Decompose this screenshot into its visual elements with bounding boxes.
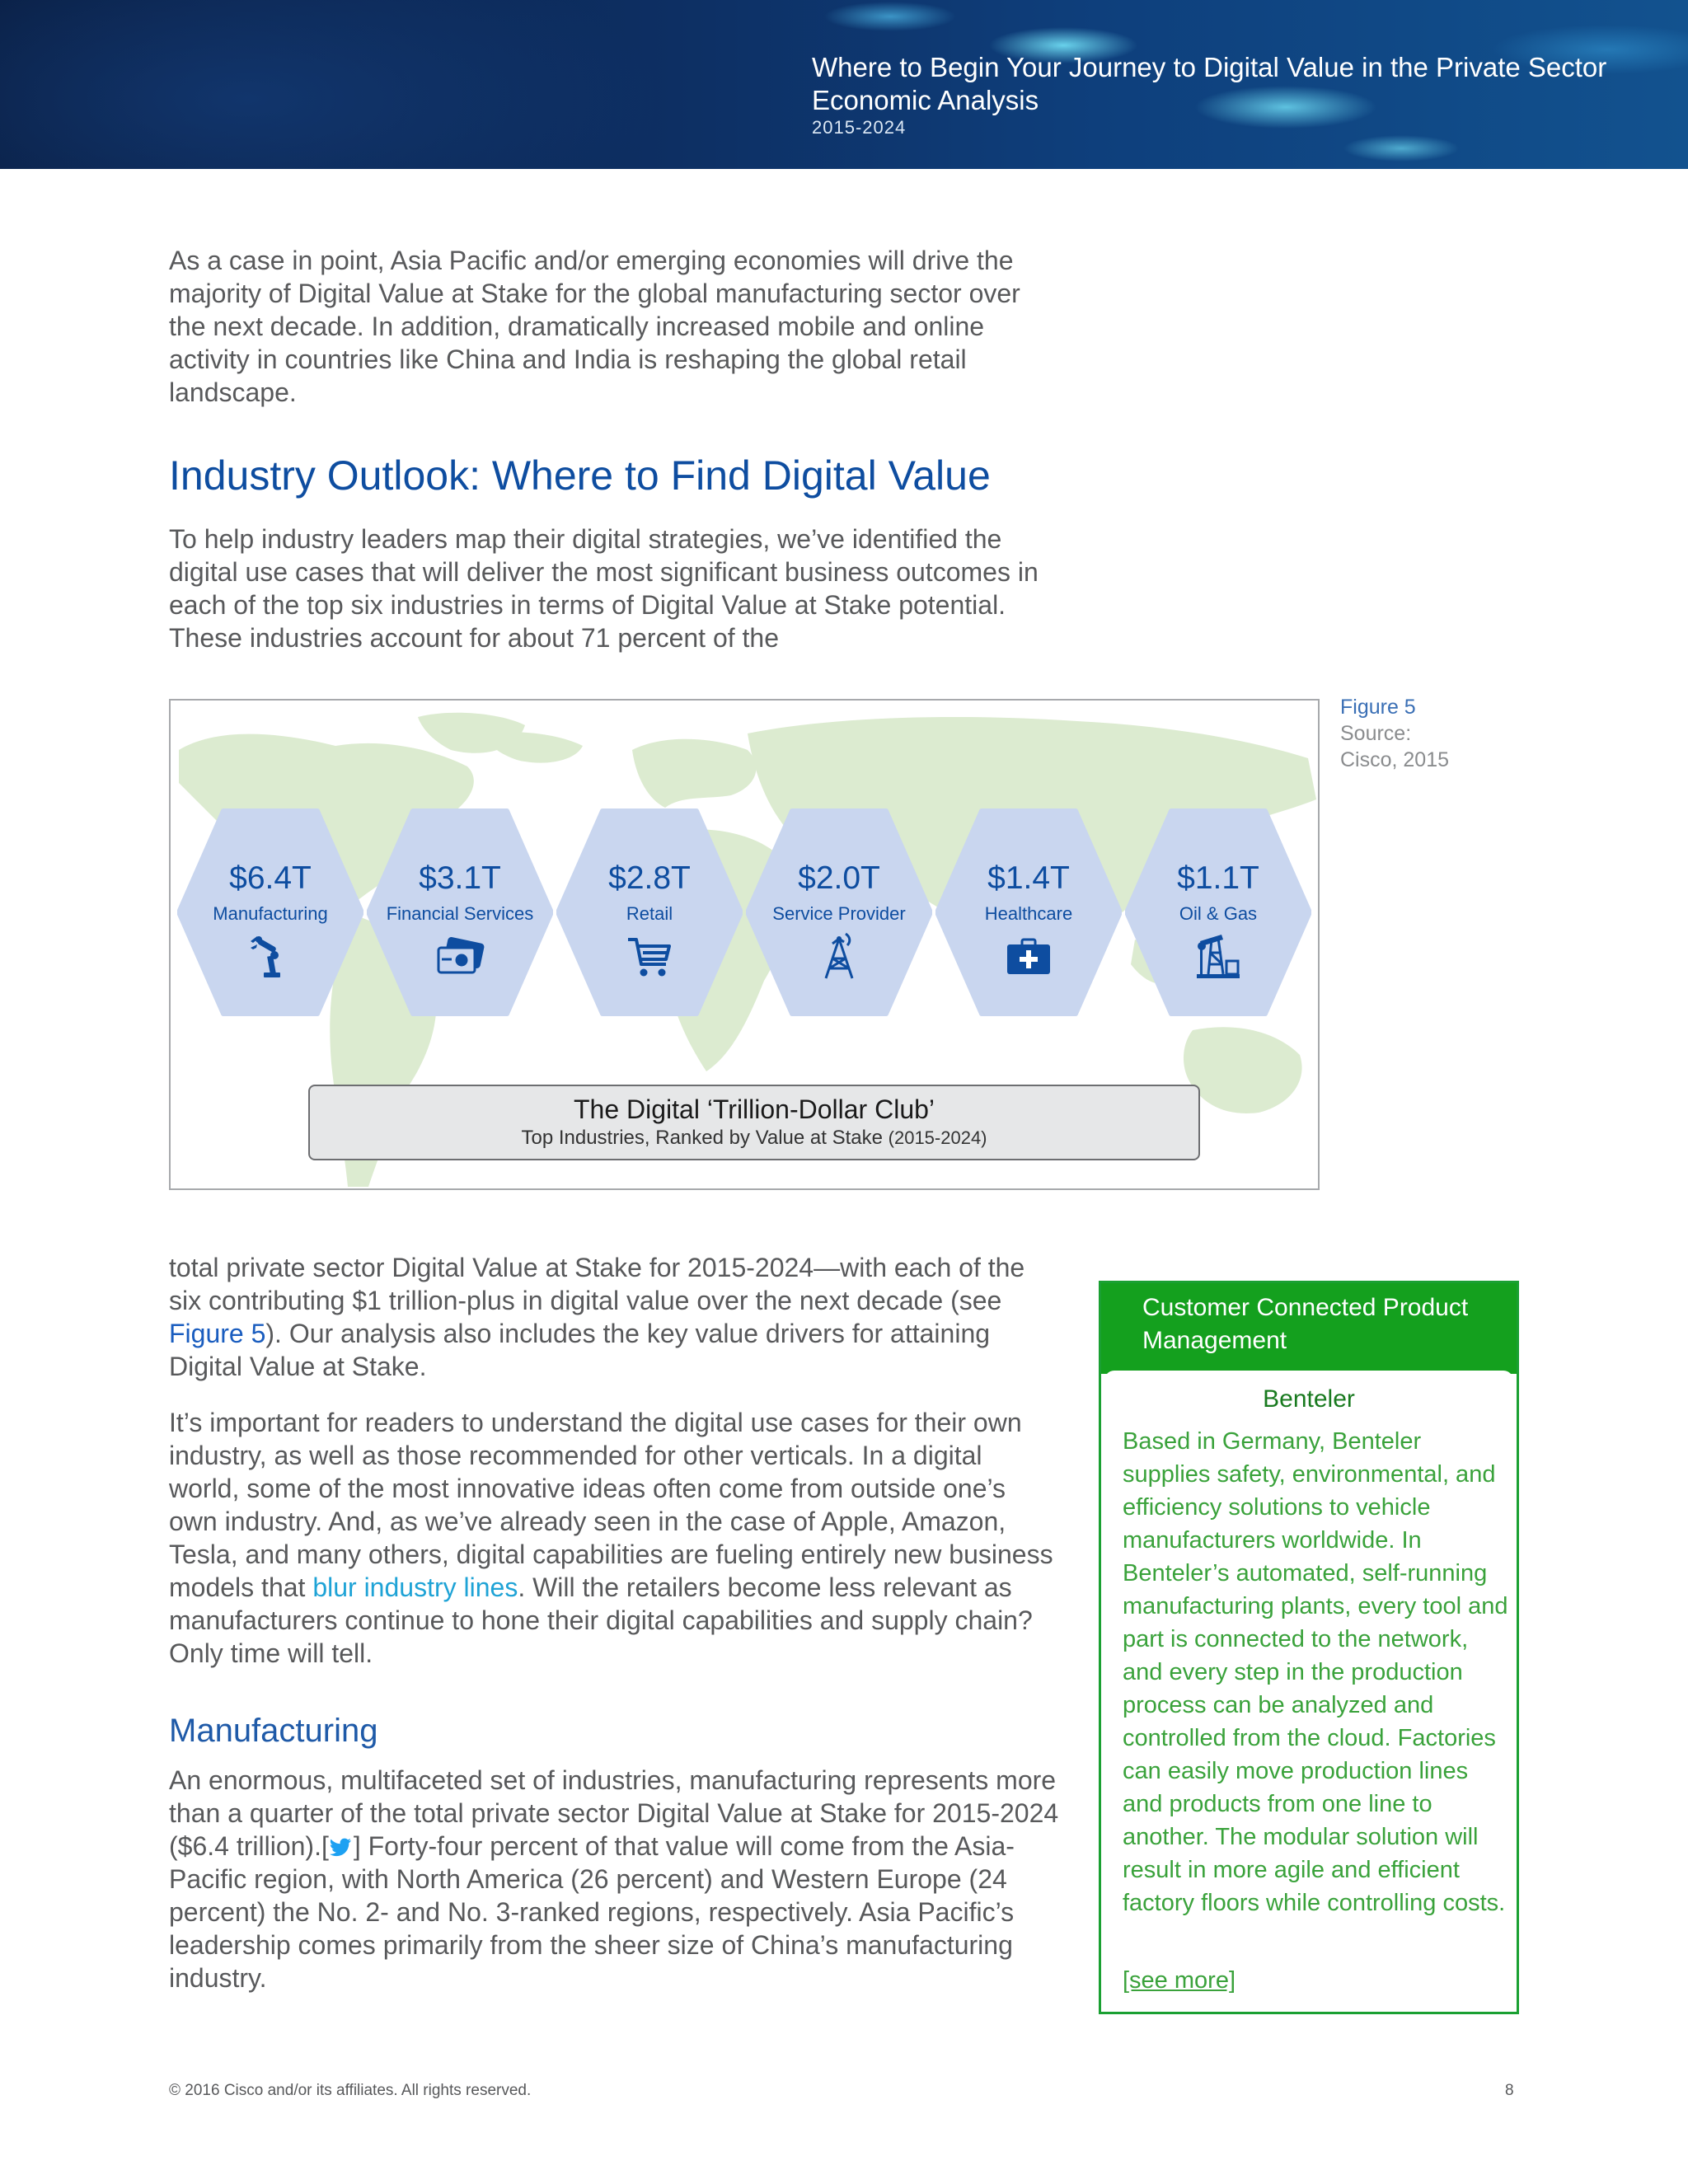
industry-label: Financial Services xyxy=(386,903,534,924)
document-years: 2015-2024 xyxy=(812,117,907,138)
figure-source: Cisco, 2015 xyxy=(1340,748,1450,771)
industry-value: $6.4T xyxy=(229,860,312,896)
document-title: Where to Begin Your Journey to Digital Value in the Private Sector xyxy=(812,52,1607,82)
shopping-cart-icon xyxy=(625,931,674,981)
readers-text-1: It’s important for readers to understand the digital use cases for their own industry, as well as those recommended for other verticals. In a digital world, some of the most innovative ideas often come from outside one’s own industry. And, as we’ve already seen in the case of Apple, Amazon, Tesla, and many others, digital capabilities are fueling entirely new business models that xyxy=(169,1408,1053,1602)
outlook-paragraph: To help industry leaders map their digital strategies, we’ve identified the digital use cases that will deliver the most significant business outcomes in each of the top six industries in terms of Digital Value at Stake potential. These industries account for about 71 percent of the xyxy=(169,524,1039,653)
cell-tower-icon xyxy=(814,928,864,982)
sidebar-card xyxy=(1104,1371,1513,2012)
case-study-sidebar xyxy=(1099,1281,1519,2014)
document-subtitle: Economic Analysis xyxy=(812,85,1039,115)
sidebar-company-name: Benteler xyxy=(1263,1385,1355,1413)
figure-source-label: Source: xyxy=(1340,722,1412,745)
medical-kit-icon xyxy=(1004,931,1053,981)
figure-subtitle-years: (2015-2024) xyxy=(888,1127,987,1148)
section-heading: Industry Outlook: Where to Find Digital Value xyxy=(169,452,991,499)
sidebar-header xyxy=(1101,1283,1517,1374)
sidebar-body-text: Based in Germany, Benteler supplies safety, environmental, and efficiency solutions to vehicle manufacturers worldwide. In Benteler’s automated, self-running manufacturing plants, every tool and part is connected to the network, and every step in the production process can be analyzed and controlled from the cloud. Factories can easily move production lines and products from one line to another. The modular solution will result in more agile and efficient factory floors while controlling costs. xyxy=(1123,1428,1508,1916)
readers-paragraph xyxy=(169,1406,1059,1670)
industry-hex-retail xyxy=(556,808,743,1017)
readers-text-2: . Will the retailers become less relevant as manufacturers continue to hone their digital capabilities and supply chain? Only time will tell. xyxy=(169,1572,1033,1668)
industry-hex-service-provider xyxy=(746,808,932,1017)
industry-value: $2.8T xyxy=(608,860,691,896)
industry-label: Healthcare xyxy=(984,903,1073,924)
figure-caption xyxy=(1340,694,1449,773)
figure-subtitle-text: Top Industries, Ranked by Value at Stake xyxy=(521,1127,883,1149)
sidebar-header-title: Customer Connected Product Management xyxy=(1142,1294,1469,1354)
figure-trillion-dollar-club xyxy=(169,699,1320,1190)
manufacturing-text-2: ] Forty-four percent of that value will come from the Asia-Pacific region, with North America (26 percent) and Western Europe (24 percent) the No. 2- and No. 3-ranked regions, respectively. Asia Pacific’s leadership comes primarily from the sheer size of China’s manufacturing industry. xyxy=(169,1831,1015,1993)
figure-number: Figure 5 xyxy=(1340,696,1416,719)
industry-hex-oil-gas xyxy=(1125,808,1311,1017)
industry-value: $1.4T xyxy=(987,860,1070,896)
industry-hex-financial-services xyxy=(367,808,553,1017)
credit-card-icon xyxy=(429,931,491,981)
continuation-text-2: ). Our analysis also includes the key value drivers for attaining Digital Value at Stake. xyxy=(169,1319,991,1381)
industry-value: $2.0T xyxy=(798,860,880,896)
manufacturing-paragraph xyxy=(169,1764,1059,1994)
industry-label: Manufacturing xyxy=(213,903,328,924)
see-more-link[interactable]: [see more] xyxy=(1123,1967,1236,1994)
industry-value: $3.1T xyxy=(419,860,501,896)
twitter-icon[interactable] xyxy=(329,1836,354,1858)
figure-title: The Digital ‘Trillion-Dollar Club’ xyxy=(573,1094,935,1124)
page-number: 8 xyxy=(1505,2082,1514,2099)
manufacturing-text-1: An enormous, multifaceted set of industries, manufacturing represents more than a quarter of the total private sector Digital Value at Stake for 2015-2024 ($6.4 trillion).[ xyxy=(169,1765,1059,1861)
industry-label: Service Provider xyxy=(772,903,906,924)
industry-label: Oil & Gas xyxy=(1179,903,1258,924)
figure-5-link[interactable]: Figure 5 xyxy=(169,1319,266,1348)
figure-title-box xyxy=(308,1085,1200,1160)
header-banner xyxy=(0,0,1688,169)
industry-value: $1.1T xyxy=(1177,860,1259,896)
intro-paragraph: As a case in point, Asia Pacific and/or emerging economies will drive the majority of Digital Value at Stake for the global manufacturing sector over the next decade. In addition, dramatically increased mobile and online activity in countries like China and India is reshaping the global retail landscape. xyxy=(169,246,1020,407)
blur-industry-lines-link[interactable]: blur industry lines xyxy=(312,1572,518,1602)
industry-hex-healthcare xyxy=(935,808,1122,1017)
footer-copyright: © 2016 Cisco and/or its affiliates. All rights reserved. xyxy=(169,2082,532,2099)
continuation-paragraph xyxy=(169,1251,1059,1383)
oil-pump-icon xyxy=(1193,931,1243,981)
manufacturing-heading: Manufacturing xyxy=(169,1713,378,1749)
continuation-text-1: total private sector Digital Value at Stake for 2015-2024—with each of the six contributing $1 trillion-plus in digital value over the next decade (see xyxy=(169,1253,1025,1315)
robot-arm-icon xyxy=(246,931,295,981)
industry-hex-manufacturing xyxy=(177,808,363,1017)
industry-label: Retail xyxy=(626,903,673,924)
figure-subtitle xyxy=(310,1127,1198,1150)
